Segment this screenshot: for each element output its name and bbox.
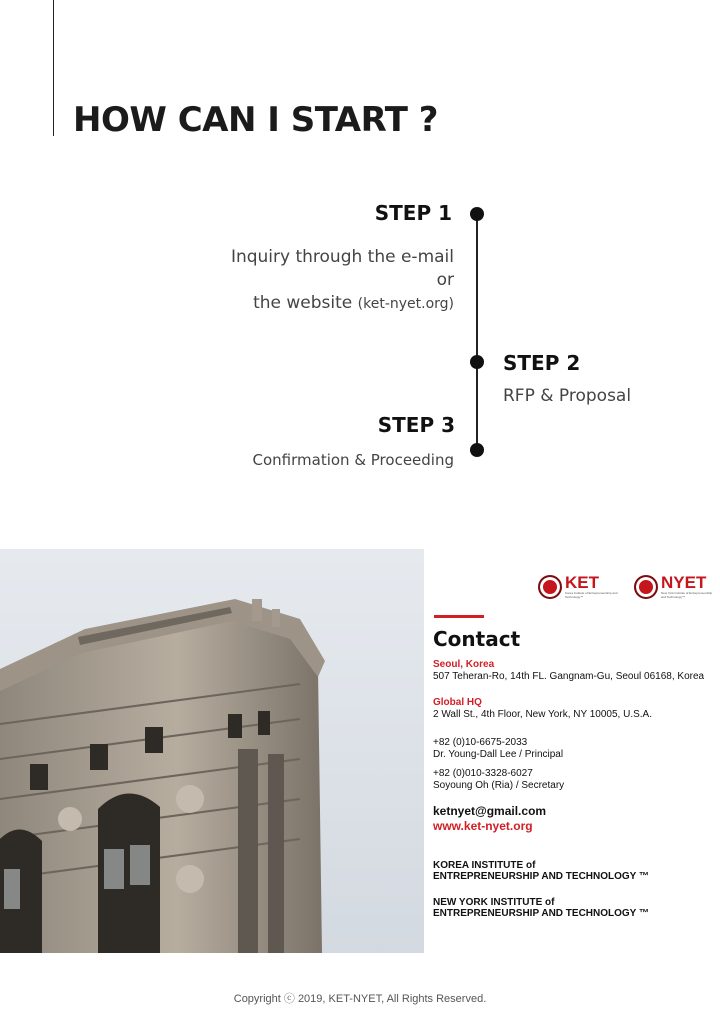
footer-copyright: Copyright ⓒ 2019, KET-NYET, All Rights Reserved. (233, 993, 487, 1005)
step-1-label: STEP 1 (374, 201, 452, 225)
step-3-label: STEP 3 (377, 413, 455, 437)
accent-bar (434, 615, 484, 618)
ket-logo-name: KET (565, 573, 599, 592)
phone-block-1 (433, 737, 563, 761)
hq-label: Global HQ (433, 697, 482, 708)
hq-address: 2 Wall St., 4th Floor, New York, NY 10005, U.S.A. (433, 709, 652, 720)
institute-newyork-line-2: ENTREPRENEURSHIP AND TECHNOLOGY ™ (433, 908, 649, 919)
timeline-dot-step-1 (470, 207, 484, 221)
institute-korea-line-1: KOREA INSTITUTE of (433, 860, 536, 871)
nyet-logo (634, 575, 716, 599)
step-1-website: (ket-nyet.org) (357, 296, 454, 312)
ket-logo-subtitle: Korea Institute of Entrepreneurship and Technology™ (565, 591, 618, 599)
building-photo (0, 549, 424, 953)
timeline-dot-step-3 (470, 443, 484, 457)
step-2-description: RFP & Proposal (503, 386, 632, 406)
step-3-description: Confirmation & Proceeding (252, 451, 454, 469)
phone-block-2 (433, 768, 564, 792)
website-link[interactable]: www.ket-nyet.org (433, 819, 533, 833)
ket-logo (538, 575, 620, 599)
institute-korea-line-2: ENTREPRENEURSHIP AND TECHNOLOGY ™ (433, 871, 649, 882)
step-1-description (231, 246, 454, 316)
flatiron-building-illustration (0, 549, 424, 953)
step-1-line-2: or (436, 270, 454, 290)
logos (538, 575, 716, 599)
page-title: HOW CAN I START ? (73, 100, 439, 140)
phone-number-1[interactable]: +82 (0)10-6675-2033 (433, 737, 528, 748)
nyet-emblem-icon (634, 575, 658, 599)
timeline-dot-step-2 (470, 355, 484, 369)
seoul-label: Seoul, Korea (433, 659, 495, 670)
vertical-rule (53, 0, 54, 136)
seoul-address: 507 Teheran-Ro, 14th FL. Gangnam-Gu, Seoul 06168, Korea (433, 671, 705, 682)
step-1-line-3-text: the website (253, 293, 353, 313)
hq-address-block (433, 697, 652, 721)
email-block (433, 804, 546, 834)
nyet-logo-name: NYET (661, 573, 707, 592)
institute-newyork (433, 897, 649, 919)
institute-newyork-line-1: NEW YORK INSTITUTE of (433, 897, 555, 908)
nyet-logo-subtitle: New York Institute of Entrepreneurship and Technology™ (661, 591, 713, 599)
step-2-label: STEP 2 (503, 351, 581, 375)
phone-number-2[interactable]: +82 (0)010-3328-6027 (433, 768, 533, 779)
phone-person-2: Soyoung Oh (Ria) / Secretary (433, 780, 565, 791)
ket-emblem-icon (538, 575, 562, 599)
institute-korea (433, 860, 649, 882)
contact-title: Contact (433, 627, 521, 651)
email-link[interactable]: ketnyet@gmail.com (433, 804, 547, 818)
step-1-line-3 (231, 292, 454, 316)
seoul-address-block (433, 659, 704, 683)
phone-person-1: Dr. Young-Dall Lee / Principal (433, 749, 564, 760)
timeline-line (476, 213, 478, 450)
step-1-line-1: Inquiry through the e-mail (230, 247, 454, 267)
